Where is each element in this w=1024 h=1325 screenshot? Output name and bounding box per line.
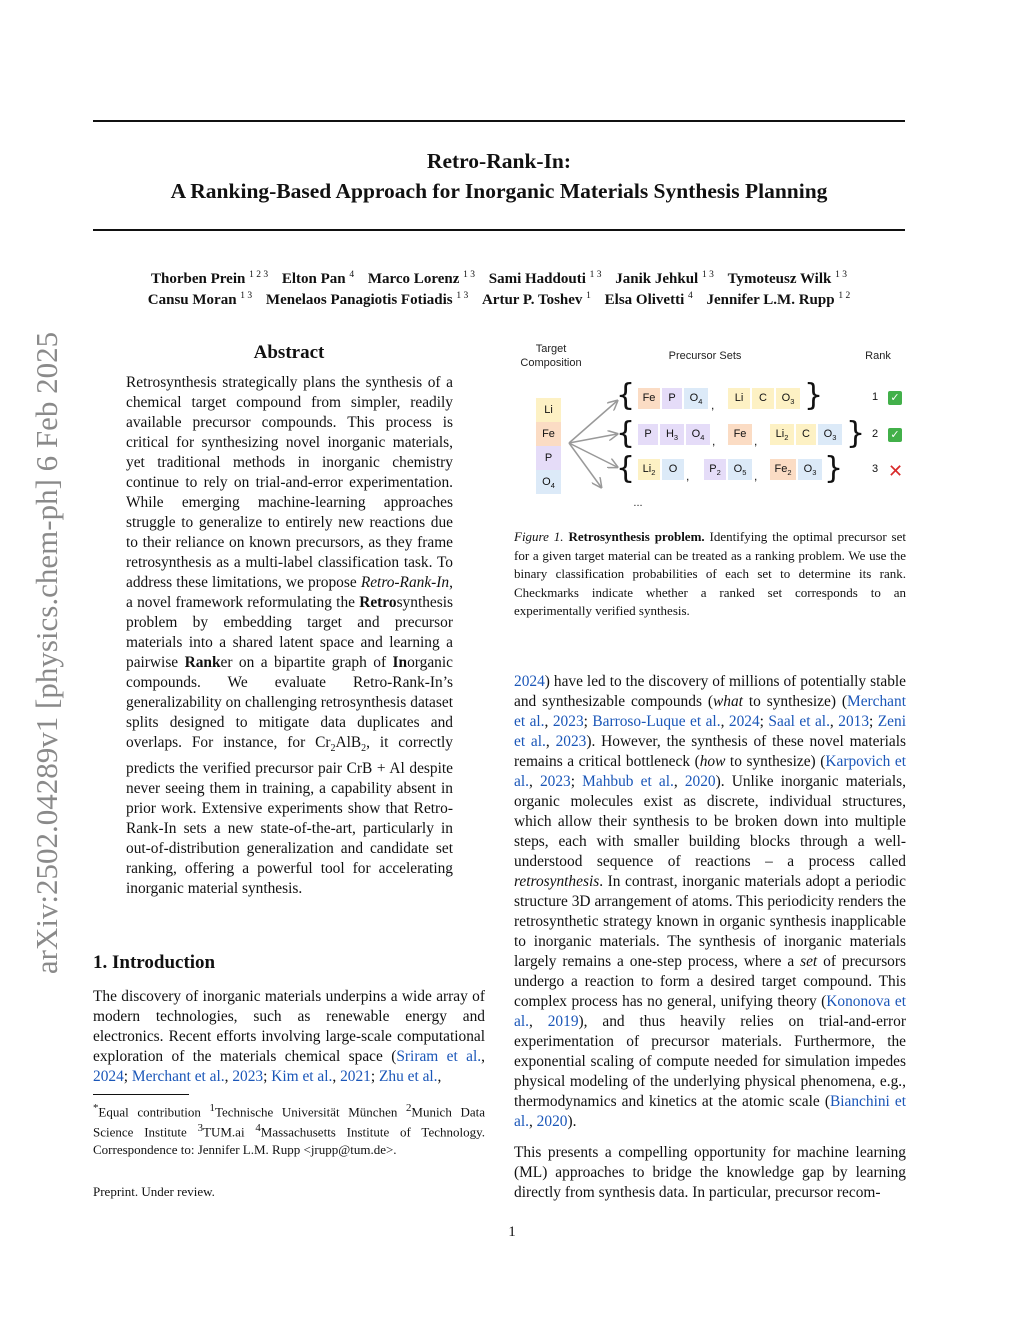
- precursor-element: Li: [728, 388, 750, 409]
- precursor-element: Fe: [638, 388, 660, 409]
- author: Elton Pan $^4$: [281, 270, 355, 287]
- citation-link[interactable]: Mahbub et al.: [582, 773, 674, 790]
- author: Tymoteusz Wilk $^{1 3}$: [727, 270, 847, 287]
- citation-link[interactable]: Saal et al.: [768, 713, 830, 730]
- citation-link[interactable]: Barroso-Luque et al.: [592, 713, 721, 730]
- citation-link[interactable]: 2019: [547, 1013, 579, 1030]
- citation-link[interactable]: Bianchini et al.: [514, 1093, 907, 1130]
- precursor-element: P: [662, 388, 682, 409]
- author: Jennifer L.M. Rupp $^{1 2}$: [706, 291, 851, 308]
- author: Cansu Moran $^{1 3}$: [147, 291, 253, 308]
- precursor-element: Fe: [728, 424, 752, 445]
- rank-number: 3: [872, 463, 879, 475]
- target-element-fe: Fe: [536, 422, 561, 446]
- header-target-line2: Composition: [520, 357, 582, 369]
- citation-link[interactable]: Karpovich et al.: [514, 753, 906, 790]
- right-column-paragraph-1: 2024) have led to the discovery of millions of potentially stable and synthesizable compounds (what to synthesize) (Merchant et al., 2023; Barroso-Luque et al., 2024; Saal et al., 2013; Zeni et al., 2023). However, the synthesis of these novel materials remains a critical bottleneck (how to synthesize) (Karpovich et al., 2023; Mahbub et al., 2020). Unlike inorganic materials, organic molecules exist as discrete, individual structures, which allow their synthesis to be broken down into multiple steps, each with smaller building blocks through a well-understood sequence of reactions – a process called retrosynthesis. In contrast, inorganic materials adopt a periodic structure 3D arrangement of atoms. This periodicity renders the retrosynthetic strategy known in organic synthesis inapplicable to inorganic materials. The synthesis of inorganic materials largely remains a one-step process, where a set of precursors undergo a reaction to form a desired target compound. This complex process has no general, unifying theory (Kononova et al., 2019), and thus heavily relies on trial-and-error experimentation of precursor materials. Furthermore, the exponential scaling of compute needed for simulation impedes physical modeling of the underlying physical phenomena, e.g., thermodynamics and kinetics at the atomic scale (Bianchini et al., 2020).: [514, 673, 907, 1130]
- verified-check-icon: ✓: [888, 391, 902, 405]
- precursor-element: $O_4$: [686, 424, 710, 445]
- citation-link[interactable]: Kim et al.: [271, 1068, 333, 1085]
- citation-link[interactable]: Zhu et al.: [378, 1068, 438, 1085]
- precursor-element: $H_3$: [660, 424, 684, 445]
- citation-link[interactable]: 2024: [93, 1068, 124, 1085]
- precursor-element: C: [796, 424, 816, 445]
- author: Marco Lorenz $^{1 3}$: [367, 270, 475, 287]
- precursor-element: $O_4$: [684, 388, 708, 409]
- figure-header-target: [510, 342, 592, 370]
- paper-title-line2: A Ranking-Based Approach for Inorganic Materials Synthesis Planning: [170, 179, 828, 203]
- author: Elsa Olivetti $^4$: [604, 291, 693, 308]
- section-heading-introduction: 1. Introduction: [93, 952, 216, 973]
- author: Artur P. Toshev $^1$: [481, 291, 591, 308]
- figure-header-precursors: Precursor Sets: [668, 350, 742, 362]
- precursor-element: P: [638, 424, 658, 445]
- preprint-note: Preprint. Under review.: [93, 1184, 215, 1199]
- precursor-element: $O_3$: [798, 459, 822, 480]
- precursor-element: $O_5$: [728, 459, 752, 480]
- citation-link[interactable]: Merchant et al.: [514, 693, 906, 730]
- separator: ,: [711, 398, 715, 412]
- separator: ,: [686, 469, 690, 483]
- precursor-element: O: [662, 459, 684, 480]
- target-element-o4: $O_4$: [536, 470, 561, 494]
- precursor-element: $Fe_2$: [770, 459, 796, 480]
- paper-title-line1: Retro-Rank-In:: [426, 149, 572, 173]
- citation-link[interactable]: Zeni et al.: [514, 713, 906, 750]
- citation-link[interactable]: 2023: [555, 733, 587, 750]
- affiliations-footnote: *Equal contribution $^1$Technische Universität München $^2$Munich Data Science Institute $^3$TUM.ai $^4$Massachusetts Institute of Technology. Correspondence to: Jennifer L.M. Rupp <jrupp@tum.de>.: [93, 1102, 486, 1157]
- precursor-element: $Li_2$: [770, 424, 794, 445]
- citation-link[interactable]: 2021: [340, 1068, 371, 1085]
- citation-link[interactable]: 2023: [539, 773, 571, 790]
- citation-link[interactable]: 2024: [514, 673, 545, 690]
- introduction-paragraph: The discovery of inorganic materials underpins a wide array of modern technologies, such as renewable energy and electronics. Recent efforts involving large-scale computational exploration of the materials chemical space (Sriram et al., 2024; Merchant et al., 2023; Kim et al., 2021; Zhu et al.,: [93, 988, 485, 1085]
- set-open-brace: {: [616, 416, 636, 451]
- right-column-paragraph-2: This presents a compelling opportunity for machine learning (ML) approaches to bridge the knowledge gap by learning directly from synthesis data. In particular, precursor recom-: [514, 1144, 906, 1201]
- page-number: 1: [508, 1224, 516, 1240]
- set-open-brace: {: [616, 378, 636, 413]
- set-close-brace: }: [846, 416, 866, 451]
- title-top-rule: [93, 120, 905, 122]
- precursor-element: C: [752, 388, 774, 409]
- citation-link[interactable]: 2023: [232, 1068, 264, 1085]
- author: Sami Haddouti $^{1 3}$: [488, 270, 602, 287]
- incorrect-cross-icon: ✕: [888, 461, 904, 481]
- citation-link[interactable]: Sriram et al.: [396, 1048, 482, 1065]
- figure-header-rank: Rank: [865, 350, 891, 362]
- precursor-element: $Li_2$: [638, 459, 660, 480]
- citation-link[interactable]: Kononova et al.: [514, 993, 906, 1030]
- abstract-body: Retrosynthesis strategically plans the synthesis of a chemical target compound from simpler, readily available precursor compounds. This process is critical for synthesizing novel inorganic materials, yet traditional methods in inorganic chemistry continue to rely on trial-and-error experimentation. While emerging machine-learning approaches struggle to generalize to entirely new reactions due to their reliance on known precursors, as they frame retrosynthesis as a multi-label classification task. To address these limitations, we propose Retro-Rank-In, a novel framework reformulating the Retrosynthesis problem by embedding target and precursor materials into a shared latent space and learning a pairwise Ranker on a bipartite graph of Inorganic compounds. We evaluate Retro-Rank-In’s generalizability on challenging retrosynthesis dataset splits designed to mitigate data duplicates and overlaps. For instance, for $Cr_2AlB_2$, it correctly predicts the verified precursor pair CrB + Al despite never seeing them in training, a capability absent in prior work. Extensive experiments show that Retro-Rank-In sets a new state-of-the-art, particularly in out-of-distribution generalization and candidate set ranking, offering a powerful tool for accelerating inorganic material synthesis.: [126, 374, 453, 898]
- separator: ,: [712, 434, 716, 448]
- author: Thorben Prein $^{1 2 3}$: [151, 270, 269, 287]
- authors-row-2: [93, 286, 905, 311]
- precursor-element: $O_3$: [818, 424, 842, 445]
- precursor-element: $O_3$: [776, 388, 800, 409]
- abstract-heading: Abstract: [253, 342, 325, 363]
- header-target-line1: Target: [535, 343, 567, 355]
- set-close-brace: }: [804, 378, 824, 413]
- rank-number: 2: [872, 428, 879, 440]
- citation-link[interactable]: 2024: [728, 713, 760, 730]
- more-sets-ellipsis: ...: [633, 497, 643, 509]
- author: Menelaos Panagiotis Fotiadis $^{1 3}$: [265, 291, 469, 308]
- set-open-brace: {: [616, 451, 636, 486]
- arxiv-identifier: arXiv:2502.04289v1 [physics.chem-ph] 6 Feb 2025: [29, 331, 64, 975]
- citation-link[interactable]: 2013: [838, 713, 870, 730]
- citation-link[interactable]: 2020: [536, 1113, 568, 1130]
- separator: ,: [754, 434, 758, 448]
- citation-link[interactable]: Merchant et al.: [131, 1068, 225, 1085]
- set-close-brace: }: [824, 451, 844, 486]
- separator: ,: [754, 469, 758, 483]
- figure-caption: Figure 1. Retrosynthesis problem. Identifying the optimal precursor set for a given target material can be treated as a ranking problem. We use the binary classification probabilities of each set to determine its rank. Checkmarks indicate whether a ranked set corresponds to an experimentally verified synthesis.: [514, 529, 906, 618]
- footnote-rule: [93, 1094, 189, 1095]
- target-element-li: Li: [536, 398, 561, 422]
- rank-number: 1: [872, 391, 879, 403]
- figure-retrosynthesis: [510, 336, 908, 516]
- target-element-p: P: [536, 446, 561, 470]
- author: Janik Jehkul $^{1 3}$: [615, 270, 714, 287]
- title-bottom-rule: [93, 229, 905, 231]
- precursor-element: $P_2$: [704, 459, 726, 480]
- citation-link[interactable]: 2020: [684, 773, 716, 790]
- verified-check-icon: ✓: [888, 428, 902, 442]
- citation-link[interactable]: 2023: [552, 713, 584, 730]
